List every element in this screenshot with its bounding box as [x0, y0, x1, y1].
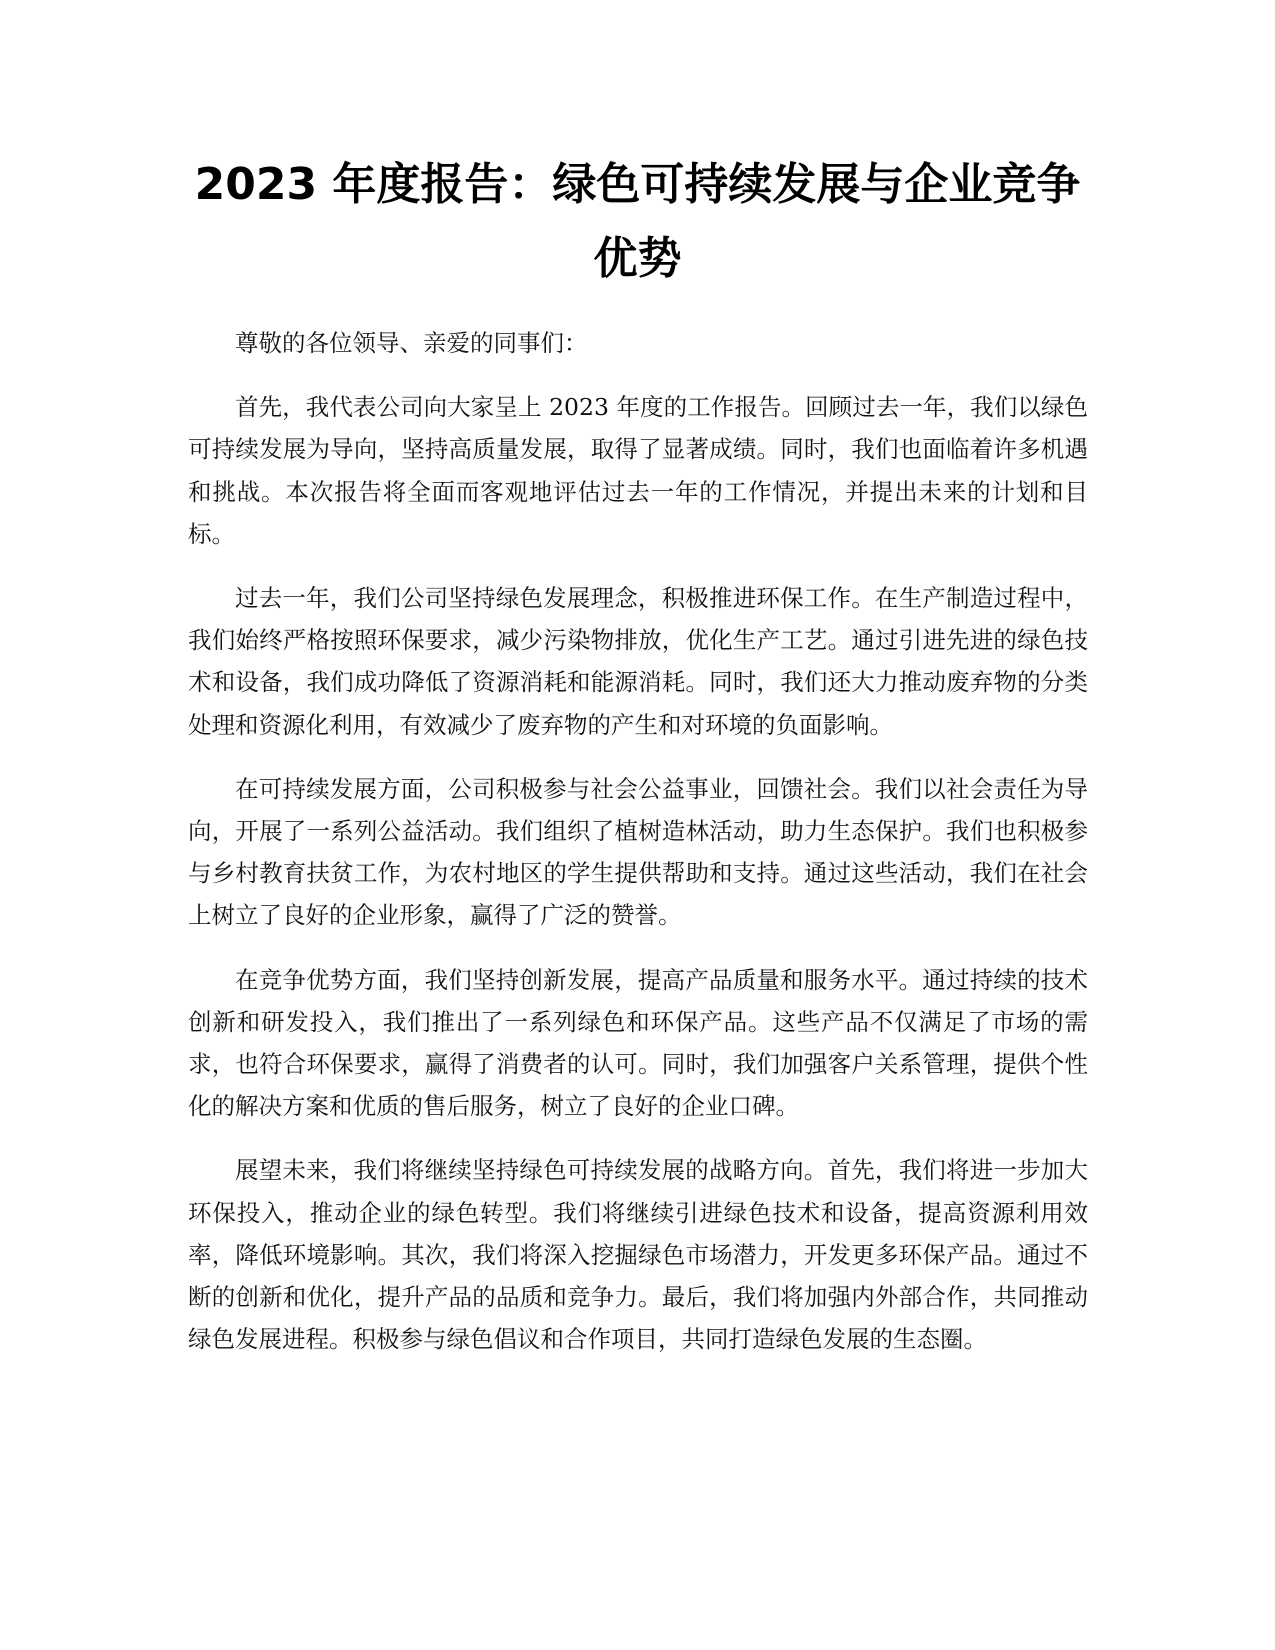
salutation: 尊敬的各位领导、亲爱的同事们： — [235, 329, 588, 357]
paragraph-introduction: 首先，我代表公司向大家呈上 2023 年度的工作报告。回顾过去一年，我们以绿色可持续发展为导向，坚持高质量发展，取得了显著成绩。同时，我们也面临着许多机遇和挑战。本次报告将全面而客观地评估过去一年的工作情况，并提出未来的计划和目标。 — [188, 393, 1088, 548]
title-line-2: 优势 — [593, 233, 682, 284]
document-body — [188, 322, 1088, 1382]
paragraph-sustainability: 在可持续发展方面，公司积极参与社会公益事业，回馈社会。我们以社会责任为导向，开展了一系列公益活动。我们组织了植树造林活动，助力生态保护。我们也积极参与乡村教育扶贫工作，为农村地区的学生提供帮助和支持。通过这些活动，我们在社会上树立了良好的企业形象，赢得了广泛的赞誉。 — [188, 774, 1088, 930]
paragraph-outlook: 展望未来，我们将继续坚持绿色可持续发展的战略方向。首先，我们将进一步加大环保投入，推动企业的绿色转型。我们将继续引进绿色技术和设备，提高资源利用效率，降低环境影响。其次，我们将深入挖掘绿色市场潜力，开发更多环保产品。通过不断的创新和优化，提升产品的品质和竞争力。最后，我们将加强内外部合作，共同推动绿色发展进程。积极参与绿色倡议和合作项目，共同打造绿色发展的生态圈。 — [188, 1156, 1088, 1354]
document-title — [150, 148, 1125, 296]
paragraph-competitive-advantage: 在竞争优势方面，我们坚持创新发展，提高产品质量和服务水平。通过持续的技术创新和研发投入，我们推出了一系列绿色和环保产品。这些产品不仅满足了市场的需求，也符合环保要求，赢得了消费者的认可。同时，我们加强客户关系管理，提供个性化的解决方案和优质的售后服务，树立了良好的企业口碑。 — [188, 965, 1088, 1121]
title-line-1: 2023 年度报告：绿色可持续发展与企业竞争 — [194, 159, 1081, 210]
paragraph-environmental-work: 过去一年，我们公司坚持绿色发展理念，积极推进环保工作。在生产制造过程中，我们始终严格按照环保要求，减少污染物排放，优化生产工艺。通过引进先进的绿色技术和设备，我们成功降低了资源消耗和能源消耗。同时，我们还大力推动废弃物的分类处理和资源化利用，有效减少了废弃物的产生和对环境的负面影响。 — [188, 584, 1088, 739]
